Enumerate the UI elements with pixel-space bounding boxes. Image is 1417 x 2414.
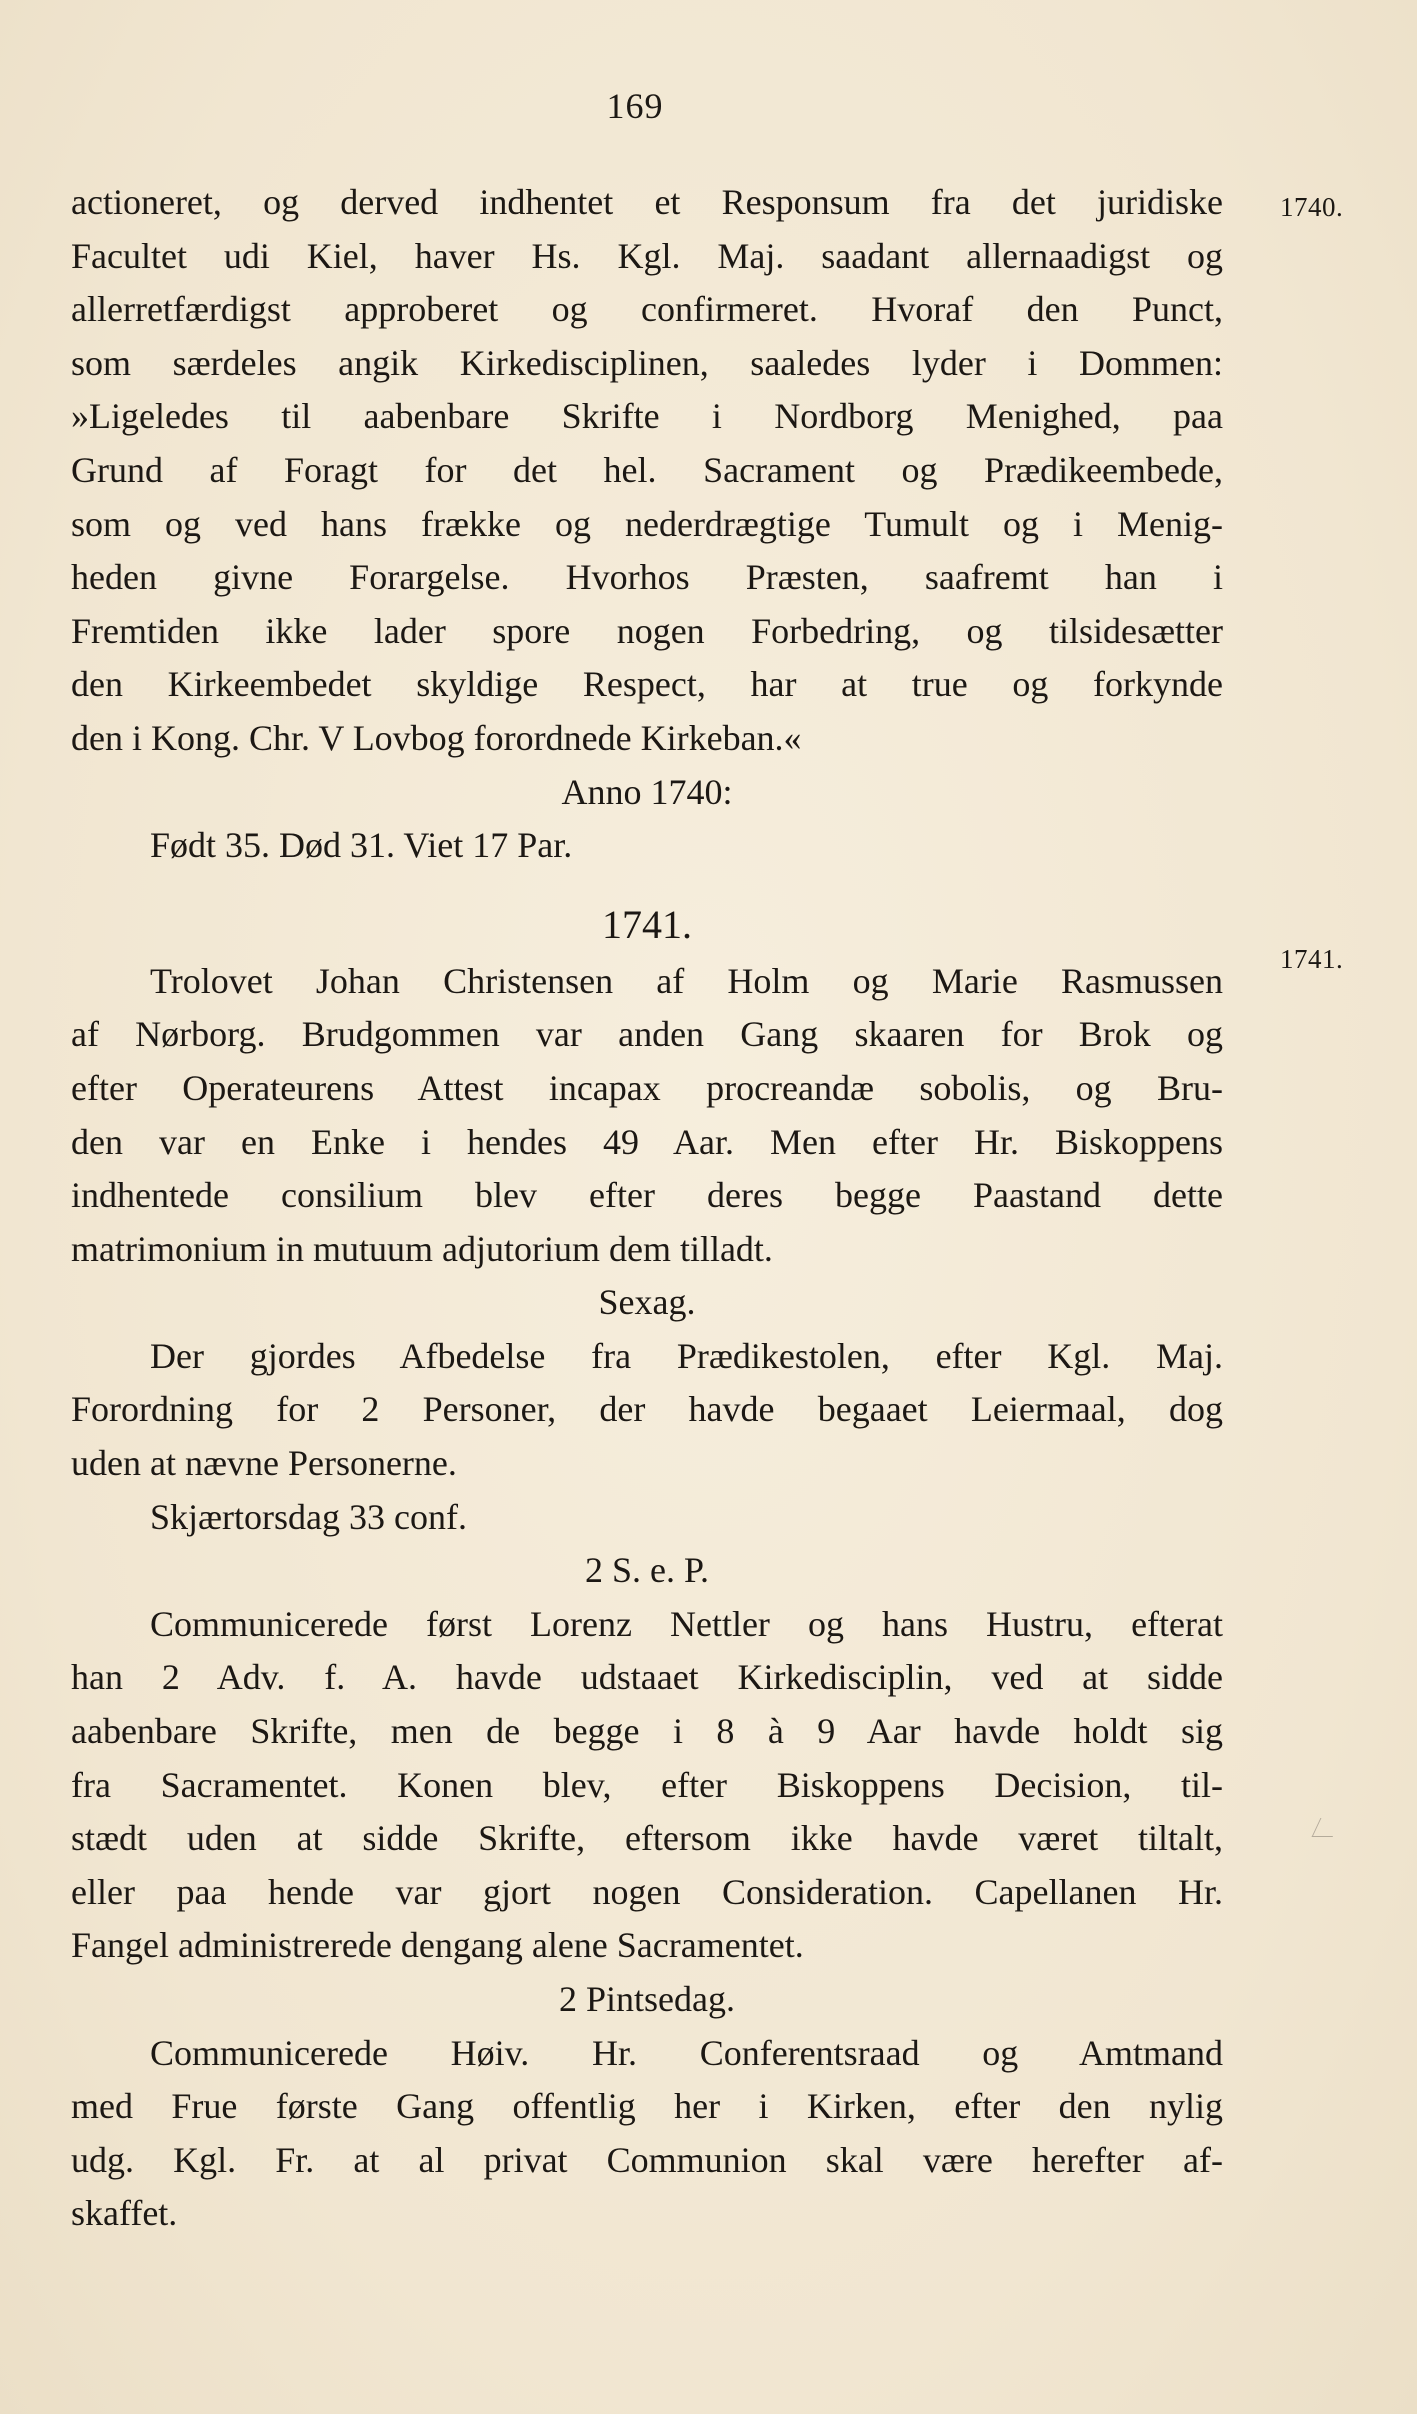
skjaertorsdag-line: Skjærtorsdag 33 conf. (150, 1496, 467, 1537)
paragraph-1740-judgement (71, 176, 1223, 766)
text-line: den i Kong. Chr. V Lovbog forordnede Kirkeban.« (71, 717, 802, 758)
text-line: efter Operateurens Attest incapax procreandæ sobolis, og Bru- (71, 1067, 1223, 1108)
text-line: Forordning for 2 Personer, der havde begaaet Leiermaal, dog (71, 1389, 1223, 1430)
text-line: fra Sacramentet. Konen blev, efter Biskoppens Decision, til- (71, 1764, 1223, 1805)
text-line: matrimonium in mutuum adjutorium dem tilladt. (71, 1228, 773, 1269)
text-line: allerretfærdigst approberet og confirmeret. Hvoraf den Punct, (71, 289, 1223, 330)
stats-1740: Født 35. Død 31. Viet 17 Par. (150, 825, 573, 866)
text-line: Communicerede først Lorenz Nettler og hans Hustru, efterat (150, 1603, 1223, 1644)
text-line: han 2 Adv. f. A. havde udstaaet Kirkedisciplin, ved at sidde (71, 1657, 1223, 1698)
page-number: 169 (606, 86, 664, 126)
text-line: Trolovet Johan Christensen af Holm og Marie Rasmussen (150, 960, 1223, 1001)
pintsedag-heading: 2 Pintsedag. (559, 1979, 735, 2019)
text-line: Communicerede Høiv. Hr. Conferentsraad og Amtmand (150, 2032, 1223, 2073)
sep-heading: 2 S. e. P. (584, 1550, 710, 1591)
text-line: indhentede consilium blev efter deres begge Paastand dette (71, 1175, 1223, 1216)
text-line: som og ved hans frække og nederdrægtige Tumult og i Menig- (71, 503, 1223, 544)
text-line: udg. Kgl. Fr. at al privat Communion skal være herefter af- (71, 2139, 1223, 2180)
text-line: aabenbare Skrifte, men de begge i 8 à 9 Aar havde holdt sig (71, 1711, 1223, 1752)
text-line: Facultet udi Kiel, haver Hs. Kgl. Maj. saadant allernaadigst og (71, 235, 1223, 276)
text-line: med Frue første Gang offentlig her i Kirken, efter den nylig (71, 2086, 1223, 2127)
paragraph-sep (71, 1598, 1223, 1973)
margin-year-1740: 1740. (1280, 192, 1344, 222)
text-line: skaffet. (71, 2193, 178, 2234)
text-line: stædt uden at sidde Skrifte, eftersom ikke havde været tiltalt, (71, 1818, 1223, 1859)
text-line: den var en Enke i hendes 49 Aar. Men efter Hr. Biskoppens (71, 1121, 1223, 1162)
spacer (71, 873, 1223, 895)
sexag-heading: Sexag. (598, 1282, 696, 1323)
text-line: uden at nævne Personerne. (71, 1443, 457, 1484)
margin-year-1741: 1741. (1280, 944, 1344, 974)
text-line: Fangel administrerede dengang alene Sacramentet. (71, 1925, 804, 1966)
text-line: heden givne Forargelse. Hvorhos Præsten, saafremt han i (71, 557, 1223, 598)
text-line: actioneret, og derved indhentet et Responsum fra det juridiske (71, 182, 1223, 222)
year-heading-1741: 1741. (602, 901, 692, 947)
text-line: eller paa hende var gjort nogen Consideration. Capellanen Hr. (71, 1871, 1223, 1912)
text-line: Fremtiden ikke lader spore nogen Forbedring, og tilsidesætter (71, 610, 1223, 651)
text-line: Der gjordes Afbedelse fra Prædikestolen, efter Kgl. Maj. (150, 1335, 1223, 1376)
paragraph-pintsedag (71, 2027, 1223, 2241)
text-line: af Nørborg. Brudgommen var anden Gang skaaren for Brok og (71, 1014, 1223, 1055)
text-line: den Kirkeembedet skyldige Respect, har at true og forkynde (71, 664, 1223, 705)
anno-1740-heading: Anno 1740: (561, 771, 733, 812)
text-column (71, 176, 1223, 2241)
text-line: Grund af Foragt for det hel. Sacrament og Prædikeembede, (71, 449, 1223, 490)
text-line: som særdeles angik Kirkedisciplinen, saaledes lyder i Dommen: (71, 342, 1223, 383)
paragraph-sexag (71, 1330, 1223, 1491)
margin-pencil-mark (1312, 1818, 1342, 1837)
text-line: »Ligeledes til aabenbare Skrifte i Nordborg Menighed, paa (71, 396, 1223, 437)
paragraph-trolovet (71, 955, 1223, 1277)
